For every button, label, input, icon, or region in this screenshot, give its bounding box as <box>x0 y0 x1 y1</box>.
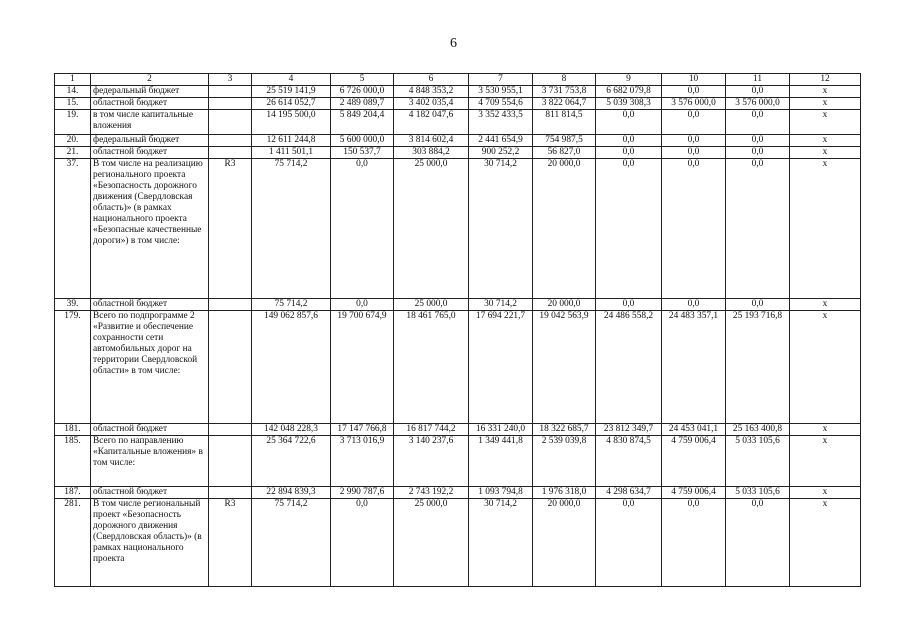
page-number: 6 <box>450 36 457 51</box>
description-cell: федеральный бюджет <box>91 135 209 147</box>
value-cell: 3 814 602,4 <box>394 135 469 147</box>
value-cell: 1 349 441,8 <box>469 436 533 487</box>
value-cell: 19 700 674,9 <box>331 311 394 424</box>
value-cell: 16 817 744,2 <box>394 424 469 436</box>
value-cell: 5 600 000,0 <box>331 135 394 147</box>
value-cell: 3 576 000,0 <box>726 98 790 110</box>
value-cell: 4 830 874,5 <box>596 436 662 487</box>
column-header-4: 4 <box>252 74 331 86</box>
code-cell: R3 <box>209 159 252 299</box>
value-cell: 2 743 192,2 <box>394 487 469 499</box>
row-number-cell: 187. <box>55 487 91 499</box>
table-row <box>55 499 861 587</box>
value-cell: 3 530 955,1 <box>469 86 533 98</box>
column-header-5: 5 <box>331 74 394 86</box>
table-row <box>55 110 861 135</box>
value-cell: 0,0 <box>726 135 790 147</box>
code-cell: R3 <box>209 499 252 587</box>
value-cell: 900 252,2 <box>469 147 533 159</box>
value-cell: 25 163 400,8 <box>726 424 790 436</box>
column-header-12: 12 <box>790 74 861 86</box>
mark-cell: x <box>790 436 861 487</box>
value-cell: 0,0 <box>662 147 726 159</box>
value-cell: 4 759 006,4 <box>662 436 726 487</box>
description-cell: областной бюджет <box>91 98 209 110</box>
value-cell: 30 714,2 <box>469 299 533 311</box>
value-cell: 23 812 349,7 <box>596 424 662 436</box>
value-cell: 0,0 <box>726 110 790 135</box>
value-cell: 25 519 141,9 <box>252 86 331 98</box>
value-cell: 0,0 <box>726 147 790 159</box>
column-header-9: 9 <box>596 74 662 86</box>
value-cell: 12 611 244,8 <box>252 135 331 147</box>
code-cell <box>209 135 252 147</box>
mark-cell: x <box>790 424 861 436</box>
value-cell: 25 193 716,8 <box>726 311 790 424</box>
code-cell <box>209 424 252 436</box>
table-row <box>55 311 861 424</box>
code-cell <box>209 299 252 311</box>
value-cell: 24 483 357,1 <box>662 311 726 424</box>
value-cell: 150 537,7 <box>331 147 394 159</box>
value-cell: 2 489 089,7 <box>331 98 394 110</box>
value-cell: 3 140 237,6 <box>394 436 469 487</box>
value-cell: 0,0 <box>662 86 726 98</box>
value-cell: 0,0 <box>662 159 726 299</box>
code-cell <box>209 110 252 135</box>
value-cell: 0,0 <box>662 499 726 587</box>
value-cell: 2 990 787,6 <box>331 487 394 499</box>
value-cell: 25 000,0 <box>394 159 469 299</box>
description-cell: В том числе на реализацию регионального проекта «Безопасность дорожного движения (Свердловская область)» (в рамках национального проекта «Безопасные качественные дороги») в том числе: <box>91 159 209 299</box>
budget-table <box>54 73 861 587</box>
value-cell: 14 195 500,0 <box>252 110 331 135</box>
mark-cell: x <box>790 98 861 110</box>
value-cell: 5 849 204,4 <box>331 110 394 135</box>
value-cell: 3 402 035,4 <box>394 98 469 110</box>
table-row <box>55 98 861 110</box>
value-cell: 30 714,2 <box>469 499 533 587</box>
row-number-cell: 37. <box>55 159 91 299</box>
value-cell: 56 827,0 <box>533 147 596 159</box>
table-row <box>55 424 861 436</box>
row-number-cell: 185. <box>55 436 91 487</box>
row-number-cell: 20. <box>55 135 91 147</box>
value-cell: 0,0 <box>331 499 394 587</box>
value-cell: 3 576 000,0 <box>662 98 726 110</box>
mark-cell: x <box>790 110 861 135</box>
value-cell: 0,0 <box>596 299 662 311</box>
value-cell: 75 714,2 <box>252 299 331 311</box>
value-cell: 30 714,2 <box>469 159 533 299</box>
value-cell: 75 714,2 <box>252 499 331 587</box>
value-cell: 24 486 558,2 <box>596 311 662 424</box>
value-cell: 3 713 016,9 <box>331 436 394 487</box>
mark-cell: x <box>790 86 861 98</box>
mark-cell: x <box>790 147 861 159</box>
value-cell: 22 894 839,3 <box>252 487 331 499</box>
value-cell: 4 759 006,4 <box>662 487 726 499</box>
table-row <box>55 147 861 159</box>
value-cell: 0,0 <box>596 499 662 587</box>
value-cell: 3 822 064,7 <box>533 98 596 110</box>
value-cell: 0,0 <box>596 159 662 299</box>
value-cell: 20 000,0 <box>533 159 596 299</box>
row-number-cell: 39. <box>55 299 91 311</box>
value-cell: 0,0 <box>726 86 790 98</box>
value-cell: 6 682 079,8 <box>596 86 662 98</box>
description-cell: Всего по направлению «Капитальные вложения» в том числе: <box>91 436 209 487</box>
column-header-3: 3 <box>209 74 252 86</box>
description-cell: областной бюджет <box>91 424 209 436</box>
value-cell: 18 461 765,0 <box>394 311 469 424</box>
code-cell <box>209 98 252 110</box>
table-row <box>55 86 861 98</box>
mark-cell: x <box>790 499 861 587</box>
mark-cell: x <box>790 159 861 299</box>
description-cell: В том числе региональный проект «Безопасность дорожного движения (Свердловская область)» (в рамках национального проекта <box>91 499 209 587</box>
value-cell: 0,0 <box>596 147 662 159</box>
value-cell: 16 331 240,0 <box>469 424 533 436</box>
value-cell: 2 441 654,9 <box>469 135 533 147</box>
value-cell: 0,0 <box>726 499 790 587</box>
value-cell: 1 411 501,1 <box>252 147 331 159</box>
mark-cell: x <box>790 311 861 424</box>
value-cell: 25 000,0 <box>394 499 469 587</box>
code-cell <box>209 147 252 159</box>
value-cell: 25 364 722,6 <box>252 436 331 487</box>
value-cell: 0,0 <box>726 299 790 311</box>
value-cell: 149 062 857,6 <box>252 311 331 424</box>
value-cell: 19 042 563,9 <box>533 311 596 424</box>
value-cell: 20 000,0 <box>533 299 596 311</box>
value-cell: 17 694 221,7 <box>469 311 533 424</box>
code-cell <box>209 311 252 424</box>
mark-cell: x <box>790 135 861 147</box>
value-cell: 0,0 <box>662 110 726 135</box>
value-cell: 6 726 000,0 <box>331 86 394 98</box>
value-cell: 811 814,5 <box>533 110 596 135</box>
value-cell: 20 000,0 <box>533 499 596 587</box>
value-cell: 0,0 <box>596 110 662 135</box>
value-cell: 5 033 105,6 <box>726 436 790 487</box>
row-number-cell: 14. <box>55 86 91 98</box>
column-header-1: 1 <box>55 74 91 86</box>
code-cell <box>209 86 252 98</box>
value-cell: 3 731 753,8 <box>533 86 596 98</box>
value-cell: 0,0 <box>331 299 394 311</box>
column-header-6: 6 <box>394 74 469 86</box>
table-row <box>55 487 861 499</box>
mark-cell: x <box>790 299 861 311</box>
table-row <box>55 159 861 299</box>
row-number-cell: 15. <box>55 98 91 110</box>
value-cell: 303 884,2 <box>394 147 469 159</box>
code-cell <box>209 436 252 487</box>
value-cell: 0,0 <box>726 159 790 299</box>
value-cell: 5 039 308,3 <box>596 98 662 110</box>
column-header-7: 7 <box>469 74 533 86</box>
value-cell: 2 539 039,8 <box>533 436 596 487</box>
row-number-cell: 21. <box>55 147 91 159</box>
table-row <box>55 436 861 487</box>
value-cell: 142 048 228,3 <box>252 424 331 436</box>
value-cell: 5 033 105,6 <box>726 487 790 499</box>
description-cell: областной бюджет <box>91 147 209 159</box>
value-cell: 24 453 041,1 <box>662 424 726 436</box>
row-number-cell: 19. <box>55 110 91 135</box>
row-number-cell: 281. <box>55 499 91 587</box>
value-cell: 3 352 433,5 <box>469 110 533 135</box>
value-cell: 25 000,0 <box>394 299 469 311</box>
value-cell: 754 987,5 <box>533 135 596 147</box>
value-cell: 1 093 794,8 <box>469 487 533 499</box>
column-header-2: 2 <box>91 74 209 86</box>
description-cell: в том числе капитальные вложения <box>91 110 209 135</box>
value-cell: 0,0 <box>331 159 394 299</box>
column-header-11: 11 <box>726 74 790 86</box>
value-cell: 4 182 047,6 <box>394 110 469 135</box>
value-cell: 4 298 634,7 <box>596 487 662 499</box>
value-cell: 26 614 052,7 <box>252 98 331 110</box>
value-cell: 18 322 685,7 <box>533 424 596 436</box>
description-cell: федеральный бюджет <box>91 86 209 98</box>
column-header-8: 8 <box>533 74 596 86</box>
value-cell: 75 714,2 <box>252 159 331 299</box>
mark-cell: x <box>790 487 861 499</box>
value-cell: 0,0 <box>662 135 726 147</box>
table-row <box>55 135 861 147</box>
description-cell: областной бюджет <box>91 487 209 499</box>
table-row <box>55 299 861 311</box>
column-header-10: 10 <box>662 74 726 86</box>
value-cell: 4 709 554,6 <box>469 98 533 110</box>
value-cell: 0,0 <box>596 135 662 147</box>
value-cell: 17 147 766,8 <box>331 424 394 436</box>
row-number-cell: 181. <box>55 424 91 436</box>
value-cell: 0,0 <box>662 299 726 311</box>
value-cell: 4 848 353,2 <box>394 86 469 98</box>
description-cell: Всего по подпрограмме 2 «Развитие и обеспечение сохранности сети автомобильных дорог на территории Свердловской области» в том числе: <box>91 311 209 424</box>
row-number-cell: 179. <box>55 311 91 424</box>
code-cell <box>209 487 252 499</box>
value-cell: 1 976 318,0 <box>533 487 596 499</box>
header-row <box>55 74 861 86</box>
description-cell: областной бюджет <box>91 299 209 311</box>
